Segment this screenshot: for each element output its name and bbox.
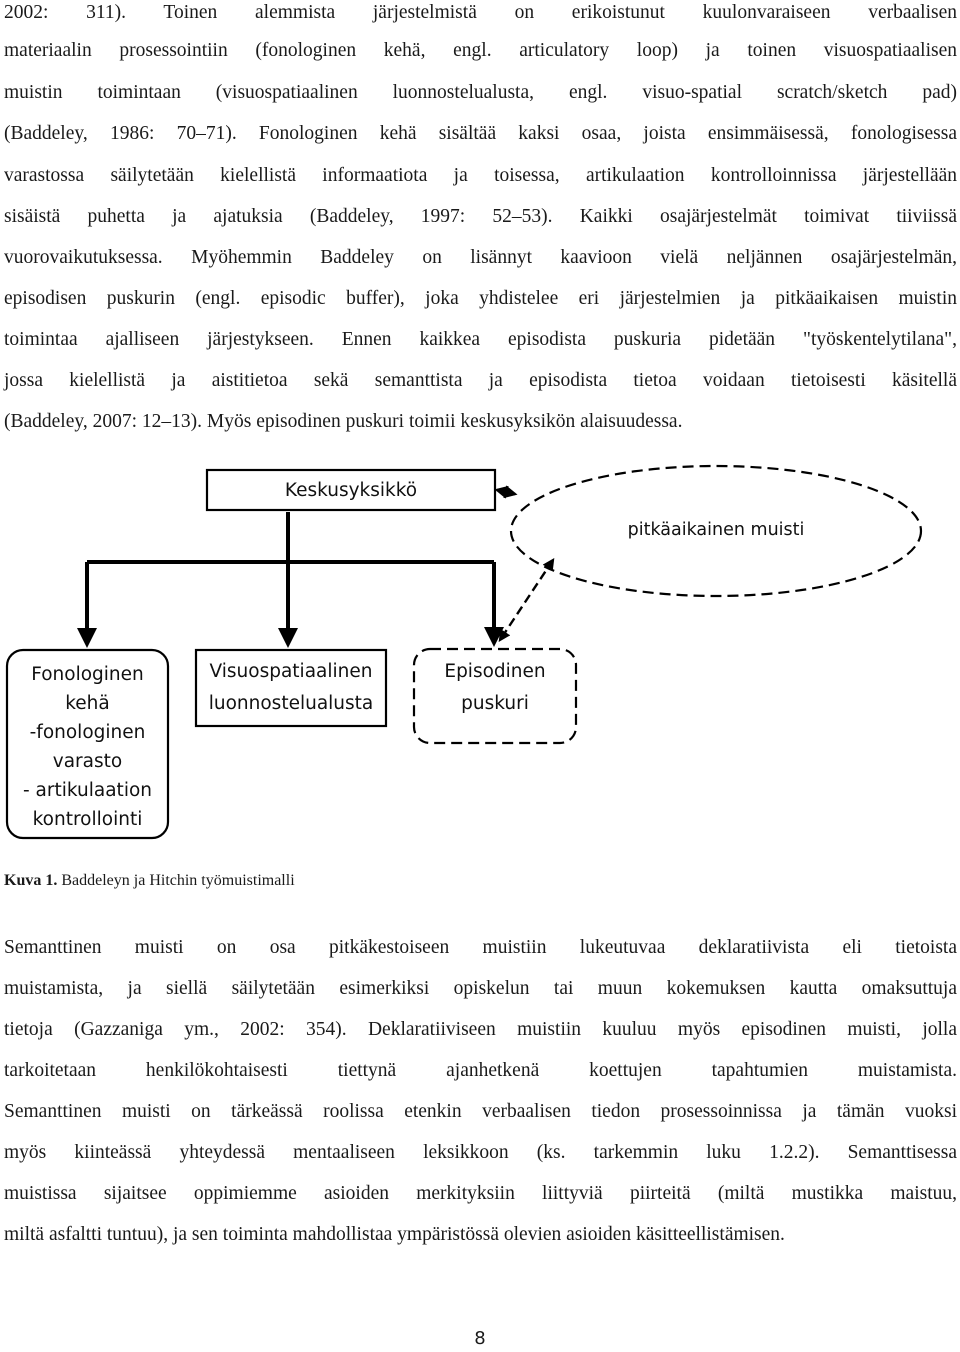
sketchpad-line: luonnostelualusta — [208, 693, 374, 714]
text-line: 2002: 311). Toinen alemmista järjestelmistä on erikoistunut kuulonvaraiseen verbaalisen — [4, 2, 957, 23]
working-memory-diagram — [0, 450, 960, 870]
text-line: jossa kielellistä ja aistitietoa sekä semanttista ja episodista tietoa voidaan tietoisesti käsitellä — [4, 370, 957, 391]
text-line: muistissa sijaitsee oppimiemme asioiden merkityksiin liittyviä piirteitä (miltä mustikka maistuu, — [4, 1183, 957, 1204]
phonological-loop-label — [7, 660, 168, 834]
text-line: Semanttinen muisti on tärkeässä roolissa etenkin verbaalisen tiedon prosessoinnissa ja tämän vuoksi — [4, 1101, 957, 1122]
text-line: myös kiinteässä yhteydessä mentaaliseen leksikkoon (ks. tarkemmin luku 1.2.2). Semanttisessa — [4, 1142, 957, 1163]
text-line: sisäistä puhetta ja ajatuksia (Baddeley, 1997: 52–53). Kaikki osajärjestelmät toimivat tiiviissä — [4, 206, 957, 227]
page-number: 8 — [474, 1328, 486, 1349]
text-line: materiaalin prosessointiin (fonologinen kehä, engl. articulatory loop) ja toinen visuospatiaalisen — [4, 40, 957, 61]
text-line: miltä asfaltti tuntuu), ja sen toiminta mahdollistaa ympäristössä olevien asioiden käsitteellistämisen. — [4, 1224, 785, 1245]
phonological-loop-line: - artikulaation — [22, 780, 152, 801]
long-term-memory-label: pitkäaikainen muisti — [627, 520, 805, 540]
text-line: tarkoitetaan henkilökohtaisesti tiettynä ajanhetkenä koettujen tapahtumien muistamista. — [4, 1060, 957, 1081]
phonological-loop-line: varasto — [52, 751, 123, 772]
text-line: (Baddeley, 2007: 12–13). Myös episodinen puskuri toimii keskusyksikön alaisuudessa. — [4, 411, 683, 432]
arrow-executive-long-term-memory — [497, 490, 515, 494]
phonological-loop-line: Fonologinen — [31, 664, 144, 685]
sketchpad-line: Visuospatiaalinen — [209, 661, 373, 682]
text-line: varastossa säilytetään kielellistä informaatiota ja toisessa, artikulaation kontrolloinnissa järjestellään — [4, 165, 957, 186]
phonological-loop-line: kontrollointi — [32, 809, 143, 830]
caption-label: Kuva 1. — [4, 872, 58, 889]
episodic-buffer-label — [414, 656, 576, 720]
episodic-buffer-line: Episodinen — [444, 661, 546, 682]
figure-caption — [4, 871, 295, 891]
text-line: (Baddeley, 1986: 70–71). Fonologinen kehä sisältää kaksi osaa, joista ensimmäisessä, fonologisessa — [4, 123, 957, 144]
text-line: Semanttinen muisti on osa pitkäkestoiseen muistiin lukeutuvaa deklaratiivista eli tietoista — [4, 937, 957, 958]
text-line: episodisen puskurin (engl. episodic buffer), joka yhdistelee eri järjestelmien ja pitkäaikaisen muistin — [4, 288, 957, 309]
text-line: muistamista, ja siellä säilytetään esimerkiksi opiskelun tai muun kokemuksen kautta omaksuttuja — [4, 978, 957, 999]
phonological-loop-line: -fonologinen — [29, 722, 146, 743]
text-line: toimintaa ajalliseen järjestykseen. Ennen kaikkea episodista puskuria pidetään "työskentelytilana", — [4, 329, 957, 350]
text-line: vuorovaikutuksessa. Myöhemmin Baddeley on lisännyt kaavioon vielä neljännen osajärjestelmän, — [4, 247, 957, 268]
visuospatial-sketchpad-label — [196, 656, 386, 720]
episodic-buffer-line: puskuri — [461, 693, 529, 714]
text-line: muistin toimintaan (visuospatiaalinen luonnostelualusta, engl. visuo-spatial scratch/sketch pad) — [4, 82, 957, 103]
central-executive-label: Keskusyksikkö — [284, 480, 418, 501]
arrow-long-term-memory-episodic-buffer — [500, 560, 553, 640]
phonological-loop-line: kehä — [65, 693, 110, 714]
caption-text: Baddeleyn ja Hitchin työmuistimalli — [61, 872, 295, 889]
text-line: tietoja (Gazzaniga ym., 2002: 354). Deklaratiiviseen muistiin kuuluu myös episodinen muisti, jolla — [4, 1019, 957, 1040]
